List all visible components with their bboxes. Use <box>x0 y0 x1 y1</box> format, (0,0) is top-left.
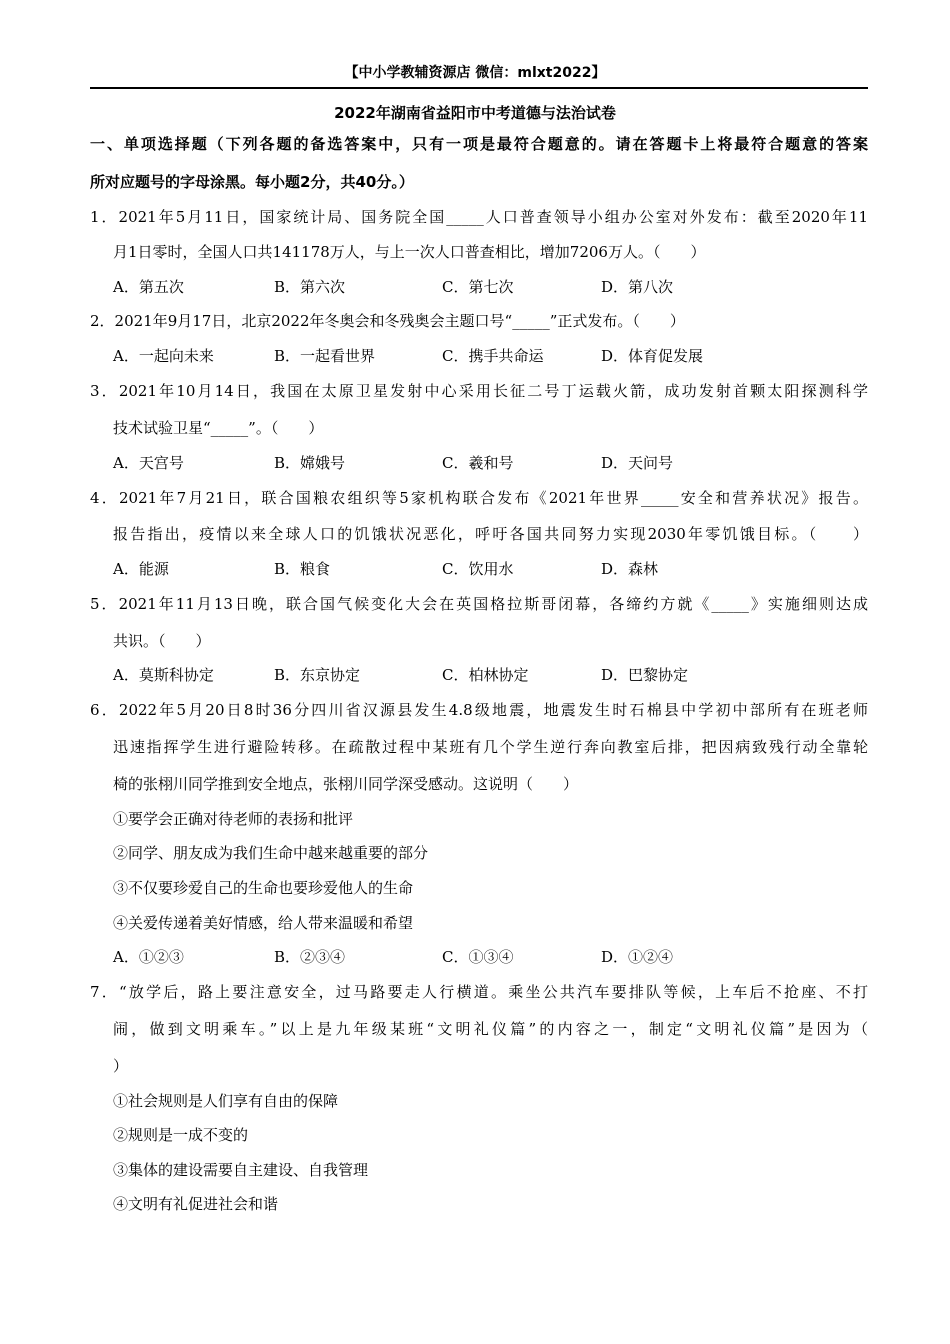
question-2-line-1: 2．2021年9月17日，北京2022年冬奥会和冬残奥会主题口号“_____”正式发布。（ ） <box>90 312 685 330</box>
question-7-item-1: ①社会规则是人们享有自由的保障 <box>113 1092 339 1110</box>
question-6-option-d: D．①②④ <box>601 948 674 966</box>
question-1-option-a: A．第五次 <box>113 278 184 296</box>
question-3-option-c: C．羲和号 <box>442 454 514 472</box>
question-6-item-4: ④关爱传递着美好情感，给人带来温暖和希望 <box>113 914 414 932</box>
question-6-item-3: ③不仅要珍爱自己的生命也要珍爱他人的生命 <box>113 879 414 897</box>
question-4-option-d: D．森林 <box>601 560 659 578</box>
question-6-item-2: ②同学、朋友成为我们生命中越来越重要的部分 <box>113 844 429 862</box>
question-5-option-c: C．柏林协定 <box>442 666 529 684</box>
question-7-line-3: ） <box>113 1057 129 1075</box>
question-7-item-2: ②规则是一成不变的 <box>113 1126 249 1144</box>
question-5-option-a: A．莫斯科协定 <box>113 666 214 684</box>
question-3-line-2: 技术试验卫星“_____”。（ ） <box>113 419 324 437</box>
question-6-option-b: B．②③④ <box>274 948 346 966</box>
section-heading-line-1: 一、单项选择题（下列各题的备选答案中，只有一项是最符合题意的。请在答题卡上将最符合题意的答案 <box>90 135 868 153</box>
question-7-item-3: ③集体的建设需要自主建设、自我管理 <box>113 1161 369 1179</box>
question-7-line-1: 7．“放学后，路上要注意安全，过马路要走人行横道。乘坐公共汽车要排队等候，上车后不抢座、不打 <box>90 983 868 1001</box>
question-4-option-b: B．粮食 <box>274 560 331 578</box>
question-2-option-b: B．一起看世界 <box>274 347 376 365</box>
question-4-option-a: A．能源 <box>113 560 169 578</box>
page-header: 【中小学教辅资源店 微信：mlxt2022】 <box>344 65 606 81</box>
question-4-line-2: 报告指出，疫情以来全球人口的饥饿状况恶化，呼吁各国共同努力实现2030年零饥饿目标。（ ） <box>113 525 868 543</box>
header-divider <box>90 87 868 89</box>
question-1-line-2: 月1日零时，全国人口共141178万人，与上一次人口普查相比，增加7206万人。（ ） <box>113 243 706 261</box>
question-6-line-1: 6．2022年5月20日8时36分四川省汉源县发生4.8级地震，地震发生时石棉县中学初中部所有在班老师 <box>90 701 868 719</box>
section-heading-line-2: 所对应题号的字母涂黑。每小题2分，共40分。） <box>90 173 414 191</box>
question-2-option-c: C．携手共命运 <box>442 347 544 365</box>
question-1-line-1: 1．2021年5月11日，国家统计局、国务院全国_____人口普查领导小组办公室对外发布：截至2020年11 <box>90 208 868 226</box>
question-6-option-c: C．①③④ <box>442 948 514 966</box>
question-5-option-b: B．东京协定 <box>274 666 361 684</box>
question-3-option-d: D．天问号 <box>601 454 674 472</box>
question-5-line-1: 5．2021年11月13日晚，联合国气候变化大会在英国格拉斯哥闭幕，各缔约方就《_____》实施细则达成 <box>90 595 868 613</box>
question-6-option-a: A．①②③ <box>113 948 184 966</box>
question-5-option-d: D．巴黎协定 <box>601 666 689 684</box>
question-1-option-c: C．第七次 <box>442 278 514 296</box>
question-6-line-2: 迅速指挥学生进行避险转移。在疏散过程中某班有几个学生逆行奔向教室后排，把因病致残行动全靠轮 <box>113 738 868 756</box>
question-7-item-4: ④文明有礼促进社会和谐 <box>113 1195 279 1213</box>
question-6-line-3: 椅的张栩川同学推到安全地点，张栩川同学深受感动。这说明（ ） <box>113 775 579 793</box>
question-2-option-a: A．一起向未来 <box>113 347 214 365</box>
question-4-option-c: C．饮用水 <box>442 560 514 578</box>
question-4-line-1: 4．2021年7月21日，联合国粮农组织等5家机构联合发布《2021年世界_____安全和营养状况》报告。 <box>90 489 868 507</box>
question-1-option-d: D．第八次 <box>601 278 674 296</box>
question-2-option-d: D．体育促发展 <box>601 347 704 365</box>
question-3-option-a: A．天宫号 <box>113 454 184 472</box>
question-5-line-2: 共识。（ ） <box>113 632 211 650</box>
exam-title: 2022年湖南省益阳市中考道德与法治试卷 <box>334 104 616 122</box>
question-3-line-1: 3．2021年10月14日，我国在太原卫星发射中心采用长征二号丁运载火箭，成功发射首颗太阳探测科学 <box>90 382 868 400</box>
question-1-option-b: B．第六次 <box>274 278 346 296</box>
question-3-option-b: B．嫦娥号 <box>274 454 346 472</box>
question-7-line-2: 闹，做到文明乘车。”以上是九年级某班“文明礼仪篇”的内容之一，制定“文明礼仪篇”是因为（ <box>113 1020 868 1038</box>
question-6-item-1: ①要学会正确对待老师的表扬和批评 <box>113 810 354 828</box>
